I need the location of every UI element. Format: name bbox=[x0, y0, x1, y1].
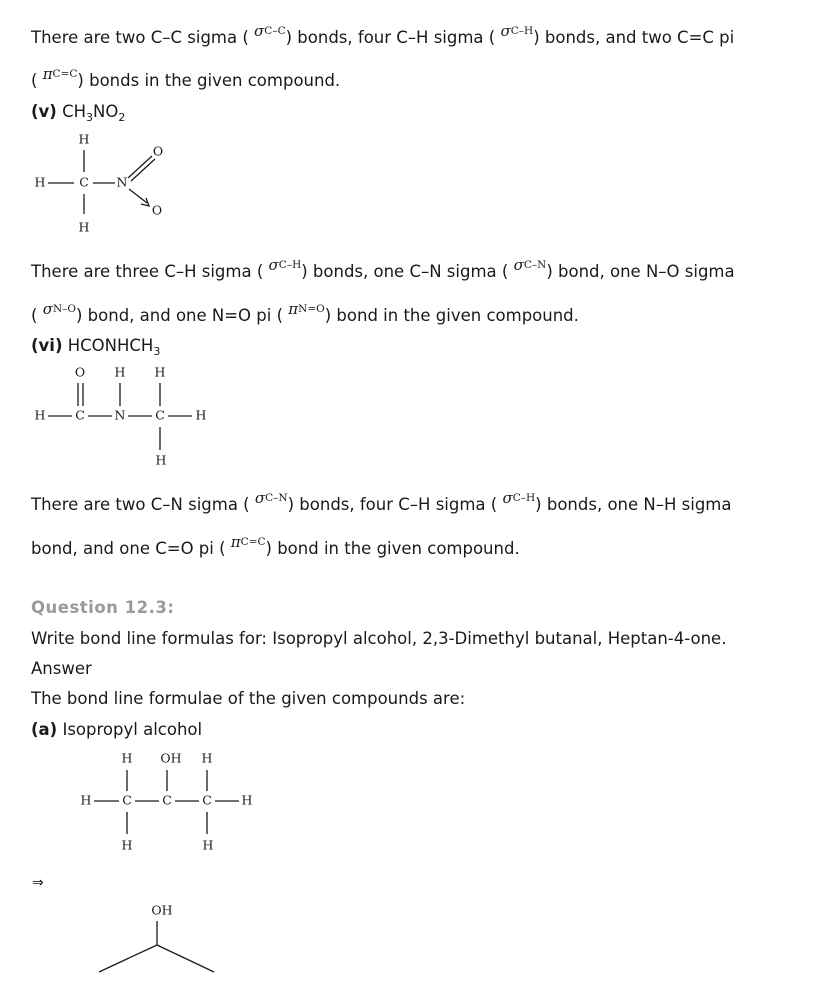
symbol-subscript: C–C bbox=[264, 25, 286, 37]
symbol: π bbox=[288, 300, 299, 318]
text: ) bonds, and two C=C pi bbox=[533, 28, 735, 47]
atom-h: H bbox=[34, 174, 46, 190]
atom-c: C bbox=[122, 792, 132, 808]
text: bond, and one C=O pi ( bbox=[31, 539, 226, 558]
atom-h: H bbox=[121, 750, 133, 766]
text: There are two C–N sigma ( bbox=[31, 495, 250, 514]
symbol-subscript: N–O bbox=[52, 303, 76, 315]
group-oh: OH bbox=[160, 750, 182, 766]
text: There are two C–C sigma ( bbox=[31, 28, 249, 47]
symbol-subscript: C–H bbox=[512, 492, 536, 504]
text: ) bond, and one N=O pi ( bbox=[75, 306, 284, 325]
atom-h: H bbox=[78, 219, 90, 235]
atom-c: C bbox=[155, 407, 165, 423]
atom-h: H bbox=[202, 837, 214, 853]
atom-h: H bbox=[114, 364, 126, 380]
symbol: σ bbox=[42, 300, 53, 318]
part-label: (vi) bbox=[31, 336, 63, 355]
symbol-subscript: C–H bbox=[278, 259, 302, 271]
text: ) bond in the given compound. bbox=[265, 539, 520, 558]
symbol: π bbox=[230, 533, 241, 551]
atom-c: C bbox=[75, 407, 85, 423]
bond-line bbox=[99, 945, 157, 972]
atom-h: H bbox=[78, 131, 90, 147]
formula-part: CH bbox=[62, 102, 87, 121]
part-label: (v) bbox=[31, 102, 57, 121]
atom-n: N bbox=[114, 407, 126, 423]
atom-c: C bbox=[79, 174, 89, 190]
answer-text: The bond line formulae of the given compounds are: bbox=[31, 689, 466, 708]
text: ( bbox=[31, 306, 38, 325]
question-text: Write bond line formulas for: Isopropyl alcohol, 2,3-Dimethyl butanal, Heptan-4-one. bbox=[31, 629, 727, 648]
formula-subscript: 3 bbox=[153, 345, 161, 358]
atom-h: H bbox=[195, 407, 207, 423]
part-label: (a) bbox=[31, 720, 58, 739]
text: ) bonds, four C–H sigma ( bbox=[287, 495, 498, 514]
symbol: σ bbox=[513, 256, 524, 274]
text: ) bonds in the given compound. bbox=[77, 71, 341, 90]
answer-label: Answer bbox=[31, 659, 92, 678]
formula-part: NO bbox=[93, 102, 119, 121]
symbol-subscript: C–N bbox=[523, 259, 547, 271]
implies-arrow: ⇒ bbox=[32, 875, 44, 891]
atom-c: C bbox=[162, 792, 172, 808]
symbol: σ bbox=[254, 489, 266, 507]
symbol: σ bbox=[254, 22, 265, 40]
atom-h: H bbox=[34, 407, 46, 423]
text: ) bonds, one C–N sigma ( bbox=[301, 262, 509, 281]
text: ( bbox=[31, 71, 38, 90]
atom-h: H bbox=[80, 792, 92, 808]
atom-h: H bbox=[121, 837, 133, 853]
text: ) bond in the given compound. bbox=[324, 306, 579, 325]
atom-o: O bbox=[152, 143, 164, 159]
symbol: π bbox=[42, 65, 53, 83]
text: ) bonds, four C–H sigma ( bbox=[285, 28, 496, 47]
symbol-subscript: C=C bbox=[52, 68, 78, 80]
compound-name: Isopropyl alcohol bbox=[62, 720, 203, 739]
symbol-subscript: C–N bbox=[265, 492, 288, 504]
symbol-subscript: C–H bbox=[510, 25, 534, 37]
atom-o: O bbox=[151, 202, 163, 218]
symbol-subscript: C=C bbox=[240, 536, 266, 548]
atom-n: N bbox=[116, 174, 128, 190]
symbol: σ bbox=[500, 22, 511, 40]
atom-o: O bbox=[74, 364, 86, 380]
atom-h: H bbox=[241, 792, 253, 808]
formula-part: HCONHCH bbox=[67, 336, 154, 355]
symbol: σ bbox=[502, 489, 513, 507]
text: ) bonds, one N–H sigma bbox=[535, 495, 732, 514]
question-heading: Question 12.3: bbox=[31, 598, 175, 617]
atom-c: C bbox=[202, 792, 212, 808]
bond-line bbox=[157, 945, 214, 972]
symbol-subscript: N=O bbox=[298, 303, 325, 315]
atom-h: H bbox=[155, 452, 167, 468]
group-oh: OH bbox=[151, 902, 173, 918]
symbol: σ bbox=[268, 256, 279, 274]
text: ) bond, one N–O sigma bbox=[546, 262, 735, 281]
formula-subscript: 2 bbox=[118, 111, 126, 124]
atom-h: H bbox=[154, 364, 166, 380]
formula-subscript: 3 bbox=[86, 111, 94, 124]
text: There are three C–H sigma ( bbox=[31, 262, 264, 281]
atom-h: H bbox=[201, 750, 213, 766]
